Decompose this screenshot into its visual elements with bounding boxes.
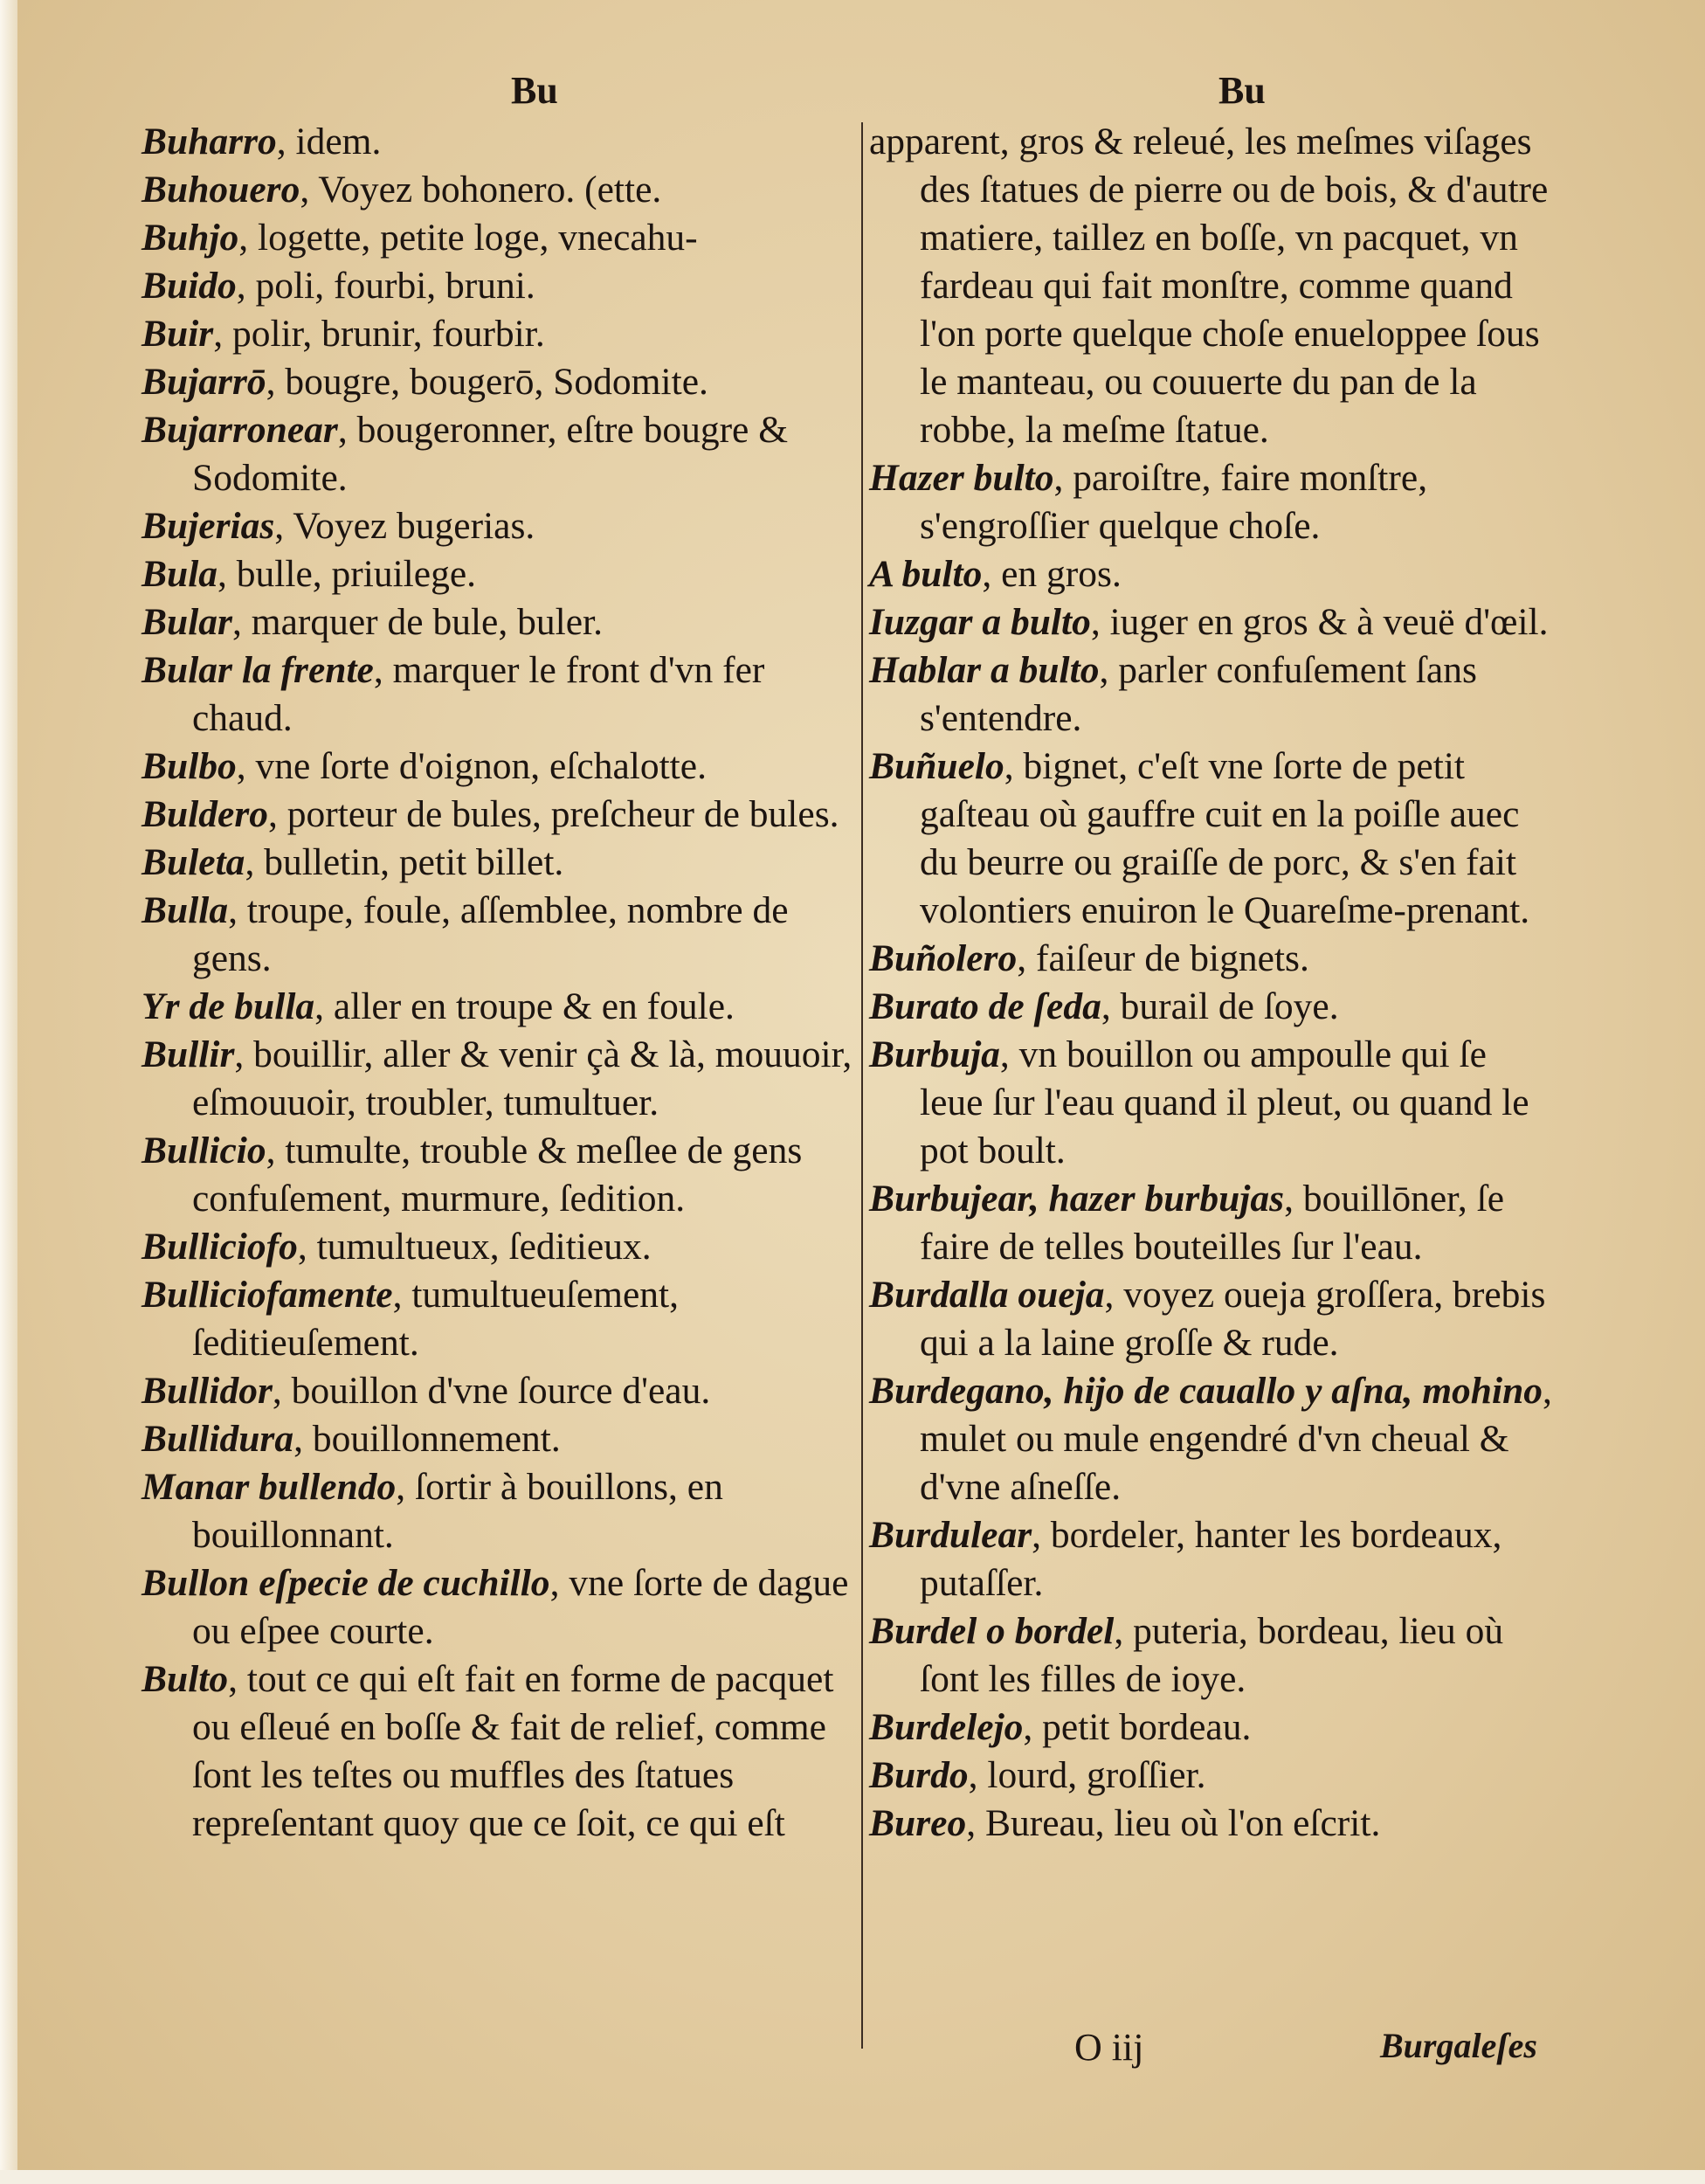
- entry-definition: , vn bouillon ou ampoulle qui ſe leue ſur l'eau quand il pleut, ou quand le pot boult.: [920, 1033, 1529, 1171]
- entry-definition: , bordeler, hanter les bordeaux, putaſſer.: [920, 1514, 1502, 1604]
- entry-headword: Buido: [142, 265, 237, 307]
- entry-headword: Burbujear, hazer burbujas: [869, 1178, 1285, 1220]
- entry-headword: Yr de bulla: [142, 985, 315, 1027]
- dictionary-entry: [869, 454, 1559, 550]
- entry-definition: , bignet, c'eſt vne ſorte de petit gaſteau où gauffre cuit en la poiſle auec du beurre ou graiſſe de porc, & s'en fait volontiers enuiron le Quareſme-prenant.: [920, 745, 1530, 931]
- entry-headword: Bujarrō: [142, 361, 266, 403]
- entry-definition: , mulet ou mule engendré d'vn cheual & d'vne aſneſſe.: [920, 1370, 1552, 1508]
- dictionary-entry: [142, 1559, 856, 1655]
- column-rule: [861, 122, 863, 2049]
- dictionary-entry: [869, 1704, 1559, 1752]
- entry-definition: , voyez oueja groſſera, brebis qui a la laine groſſe & rude.: [920, 1274, 1546, 1364]
- dictionary-entry: [142, 406, 856, 502]
- dictionary-entry: [142, 1415, 856, 1463]
- dictionary-entry: [869, 1271, 1559, 1367]
- right-column: [869, 118, 1559, 1848]
- dictionary-entry: [869, 1175, 1559, 1271]
- entry-headword: Bulbo: [142, 745, 237, 787]
- entry-definition: , bougeronner, eſtre bougre & Sodomite.: [192, 409, 789, 499]
- dictionary-entry: [869, 743, 1559, 935]
- entry-headword: Burato de ſeda: [869, 985, 1101, 1027]
- entry-definition: , paroiſtre, faire monſtre, s'engroſſier quelque choſe.: [920, 457, 1428, 547]
- entry-headword: Burdo: [869, 1754, 969, 1796]
- entry-headword: Bureo: [869, 1802, 967, 1844]
- entry-definition: , iuger en gros & à veuë d'œil.: [1090, 601, 1549, 643]
- dictionary-entry: [142, 262, 856, 310]
- entry-definition: , bouillonnement.: [293, 1418, 561, 1460]
- entry-headword: Bujarronear: [142, 409, 338, 451]
- entry-headword: A bulto: [869, 553, 983, 595]
- entry-headword: Buharro: [142, 121, 277, 162]
- entry-headword: Bullidura: [142, 1418, 294, 1460]
- entry-definition: , idem.: [276, 121, 382, 162]
- entry-definition: , bougre, bougerō, Sodomite.: [266, 361, 708, 403]
- entry-headword: Manar bullendo: [142, 1466, 397, 1508]
- entry-definition: , bouillon d'vne ſource d'eau.: [272, 1370, 711, 1412]
- entry-headword: Bula: [142, 553, 218, 595]
- dictionary-entry: [869, 1607, 1559, 1704]
- entry-headword: Bullidor: [142, 1370, 273, 1412]
- dictionary-entry: [142, 1031, 856, 1127]
- dictionary-entry: [142, 1271, 856, 1367]
- running-head-left: Bu: [511, 69, 558, 112]
- catchword: Burgaleſes: [1380, 2026, 1537, 2065]
- dictionary-entry: [142, 887, 856, 983]
- entry-definition: , marquer de bule, buler.: [231, 601, 603, 643]
- dictionary-entry: [142, 118, 856, 166]
- dictionary-entry: [869, 1367, 1559, 1511]
- entry-definition: , bulletin, petit billet.: [245, 841, 564, 883]
- entry-definition: , Voyez bugerias.: [274, 505, 535, 547]
- entry-definition: , tumultueux, ſeditieux.: [297, 1226, 652, 1268]
- dictionary-entry: [142, 839, 856, 887]
- entry-definition: , polir, brunir, fourbir.: [213, 313, 545, 355]
- dictionary-entry: [142, 646, 856, 743]
- entry-headword: Bulliciofamente: [142, 1274, 393, 1316]
- dictionary-entry: [869, 1800, 1559, 1848]
- entry-definition: , en gros.: [982, 553, 1122, 595]
- entry-headword: Iuzgar a bulto: [869, 601, 1091, 643]
- dictionary-entry: [869, 935, 1559, 983]
- dictionary-entry: [142, 1127, 856, 1223]
- entry-headword: Bulla: [142, 889, 229, 931]
- dictionary-entry: [142, 1463, 856, 1559]
- entry-definition: , poli, fourbi, bruni.: [236, 265, 535, 307]
- page-edge: [0, 0, 17, 2184]
- entry-definition: , bouillōner, ſe faire de telles bouteilles ſur l'eau.: [920, 1178, 1505, 1268]
- entry-headword: Bulliciofo: [142, 1226, 298, 1268]
- entry-headword: Burdel o bordel: [869, 1610, 1115, 1652]
- entry-headword: Hablar a bulto: [869, 649, 1100, 691]
- entry-headword: Burdalla oueja: [869, 1274, 1105, 1316]
- entry-definition: , aller en troupe & en foule.: [314, 985, 735, 1027]
- dictionary-entry: [142, 1223, 856, 1271]
- dictionary-entry: [869, 1752, 1559, 1800]
- entry-headword: Buleta: [142, 841, 245, 883]
- entry-definition: , puteria, bordeau, lieu où ſont les filles de ioye.: [920, 1610, 1504, 1700]
- entry-definition: , tout ce qui eſt fait en forme de pacquet ou eſleué en boſſe & fait de relief, comme ſont les teſtes ou muffles des ſtatues repreſentant quoy que ce ſoit, ce qui eſt: [192, 1658, 834, 1844]
- entry-definition: , faiſeur de bignets.: [1017, 937, 1309, 979]
- dictionary-entry: [142, 1367, 856, 1415]
- entry-headword: Bullir: [142, 1033, 235, 1075]
- entry-definition: , bouillir, aller & venir çà & là, mouuoir, eſmouuoir, troubler, tumultuer.: [192, 1033, 852, 1123]
- dictionary-entry: [869, 983, 1559, 1031]
- entry-definition: , tumulte, trouble & meſlee de gens confuſement, murmure, ſedition.: [192, 1130, 803, 1220]
- dictionary-entry: [142, 358, 856, 406]
- entry-headword: Buhjo: [142, 217, 239, 259]
- entry-headword: Hazer bulto: [869, 457, 1054, 499]
- entry-headword: Buñolero: [869, 937, 1018, 979]
- entry-definition: , parler confuſement ſans s'entendre.: [920, 649, 1477, 739]
- entry-headword: Bulto: [142, 1658, 229, 1700]
- dictionary-entry: [142, 550, 856, 598]
- dictionary-entry: [142, 310, 856, 358]
- entry-headword: Bujerias: [142, 505, 275, 547]
- entry-definition: , bulle, priuilege.: [217, 553, 477, 595]
- entry-definition: , ſortir à bouillons, en bouillonnant.: [192, 1466, 723, 1556]
- entry-headword: Bullon eſpecie de cuchillo: [142, 1562, 550, 1604]
- entry-headword: Burdegano, hijo de cauallo y aſna, mohino: [869, 1370, 1543, 1412]
- entry-definition: , lourd, groſſier.: [968, 1754, 1206, 1796]
- dictionary-entry: [869, 1031, 1559, 1175]
- dictionary-entry: [142, 791, 856, 839]
- entry-definition: , vne ſorte d'oignon, eſchalotte.: [236, 745, 707, 787]
- entry-headword: Buñuelo: [869, 745, 1004, 787]
- entry-headword: Burbuja: [869, 1033, 1000, 1075]
- entry-headword: Buldero: [142, 793, 269, 835]
- entry-headword: Burdulear: [869, 1514, 1032, 1556]
- entry-definition: , burail de ſoye.: [1101, 985, 1339, 1027]
- dictionary-entry: [142, 743, 856, 791]
- dictionary-entry: [869, 598, 1559, 646]
- dictionary-entry: [142, 502, 856, 550]
- dictionary-entry: [142, 166, 856, 214]
- entry-headword: Buir: [142, 313, 214, 355]
- entry-definition: apparent, gros & releué, les meſmes viſages des ſtatues de pierre ou de bois, & d'autre matiere, taillez en boſſe, vn pacquet, vn fardeau qui fait monſtre, comme quand l'on porte quelque choſe enueloppee ſous le manteau, ou couuerte du pan de la robbe, la meſme ſtatue.: [869, 121, 1549, 451]
- entry-headword: Bular la frente: [142, 649, 374, 691]
- dictionary-entry: [142, 983, 856, 1031]
- entry-definition: , Voyez bohonero. (ette.: [300, 169, 662, 211]
- left-column: [142, 118, 856, 1848]
- dictionary-entry: [142, 598, 856, 646]
- entry-definition: , marquer le front d'vn fer chaud.: [192, 649, 765, 739]
- dictionary-entry: [869, 118, 1559, 454]
- dictionary-entry: [142, 214, 856, 262]
- dictionary-entry: [869, 550, 1559, 598]
- entry-definition: , porteur de bules, preſcheur de bules.: [268, 793, 839, 835]
- entry-definition: , tumultueuſement, ſeditieuſement.: [192, 1274, 679, 1364]
- entry-definition: , logette, petite loge, vnecahu-: [238, 217, 698, 259]
- entry-headword: Buhouero: [142, 169, 300, 211]
- signature-mark: O iij: [1074, 2026, 1144, 2069]
- entry-definition: , petit bordeau.: [1023, 1706, 1252, 1748]
- dictionary-entry: [869, 1511, 1559, 1607]
- dictionary-entry: [142, 1655, 856, 1848]
- entry-definition: , vne ſorte de dague ou eſpee courte.: [192, 1562, 849, 1652]
- entry-headword: Bular: [142, 601, 232, 643]
- entry-headword: Bullicio: [142, 1130, 266, 1171]
- entry-definition: , troupe, foule, aſſemblee, nombre de gens.: [192, 889, 789, 979]
- running-head-right: Bu: [1218, 69, 1266, 112]
- dictionary-entry: [869, 646, 1559, 743]
- entry-headword: Burdelejo: [869, 1706, 1024, 1748]
- entry-definition: , Bureau, lieu où l'on eſcrit.: [966, 1802, 1381, 1844]
- bottom-edge: [0, 2170, 1705, 2184]
